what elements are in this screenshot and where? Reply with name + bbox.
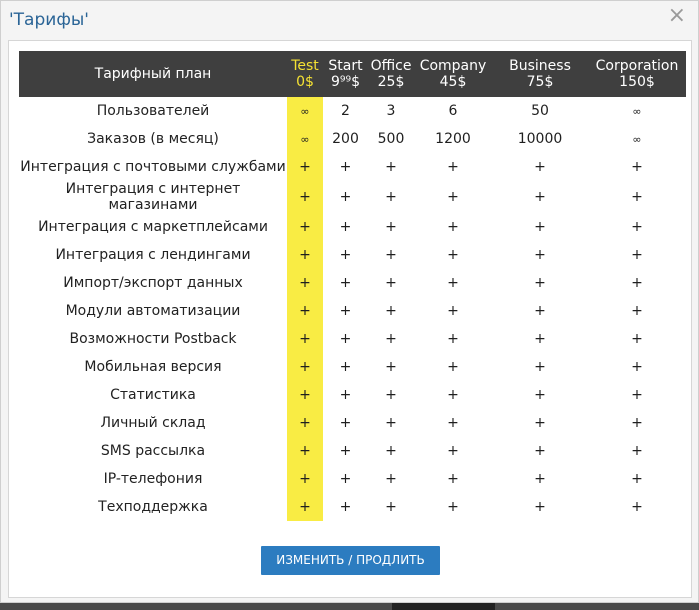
plan-value-cell: 500 (377, 131, 405, 147)
plan-value-cell: + (631, 415, 643, 431)
plan-value-cell: + (339, 387, 352, 403)
plan-value-cell: ∞ (632, 132, 642, 146)
feature-label: Импорт/экспорт данных (63, 275, 243, 291)
plan-value-cell: + (287, 325, 323, 353)
table-body (19, 97, 686, 521)
plan-value-cell: ∞ (632, 104, 642, 118)
plan-value-cell: + (385, 303, 397, 319)
plan-value-cell: + (339, 303, 352, 319)
plan-value-cell: + (534, 415, 546, 431)
feature-label: Интеграция с почтовыми службами (20, 159, 286, 175)
plan-value-cell: + (339, 443, 352, 459)
feature-label: Интеграция с интернет магазинами (65, 181, 241, 213)
plan-column-header: Тарифный план (19, 51, 287, 97)
table-row (19, 125, 686, 153)
plan-value-cell: + (287, 153, 323, 181)
plan-value-cell: + (287, 465, 323, 493)
plan-name: Business (509, 58, 571, 74)
feature-label: IP-телефония (103, 471, 203, 487)
plan-value-cell: + (385, 219, 397, 235)
plan-header-4 (492, 51, 588, 97)
plan-value-cell: + (385, 471, 397, 487)
plan-price: 150$ (619, 74, 655, 90)
plan-value-cell: + (447, 159, 459, 175)
renew-button[interactable]: ИЗМЕНИТЬ / ПРОДЛИТЬ (261, 546, 440, 575)
plan-value-cell: + (631, 189, 643, 205)
feature-label: Мобильная версия (84, 359, 222, 375)
feature-label: Пользователей (96, 103, 210, 119)
plan-value-cell: + (385, 359, 397, 375)
table-row (19, 437, 686, 465)
plan-value-cell: + (287, 269, 323, 297)
plan-value-cell: 2 (341, 103, 350, 119)
plan-value-cell: + (631, 359, 643, 375)
plan-value-cell: + (339, 219, 352, 235)
plan-value-cell: + (385, 331, 397, 347)
plan-value-cell: + (447, 189, 459, 205)
table-row (19, 213, 686, 241)
plan-price: 75$ (526, 74, 554, 90)
plan-value-cell: + (447, 275, 459, 291)
feature-label: Возможности Postback (69, 331, 237, 347)
table-row (19, 493, 686, 521)
plan-value-cell: ∞ (287, 97, 323, 125)
plan-value-cell: + (631, 159, 643, 175)
plan-value-cell: 10000 (517, 131, 563, 147)
plan-name: Office (370, 58, 412, 74)
table-row (19, 269, 686, 297)
plan-value-cell: + (287, 181, 323, 213)
plan-value-cell: + (287, 353, 323, 381)
table-row (19, 353, 686, 381)
plan-value-cell: + (385, 275, 397, 291)
table-row (19, 409, 686, 437)
plan-value-cell: + (447, 415, 459, 431)
plan-value-cell: + (631, 275, 643, 291)
plan-value-cell: + (447, 387, 459, 403)
table-row (19, 325, 686, 353)
plan-name: Corporation (595, 58, 679, 74)
table-row (19, 465, 686, 493)
plan-value-cell: + (631, 219, 643, 235)
plan-value-cell: + (339, 159, 352, 175)
plan-value-cell: + (287, 241, 323, 269)
tariffs-table (19, 51, 686, 521)
plan-value-cell: + (339, 471, 352, 487)
plan-value-cell: + (447, 247, 459, 263)
plan-value-cell: + (385, 189, 397, 205)
close-icon[interactable]: × (667, 3, 686, 28)
feature-label: Интеграция с маркетплейсами (38, 219, 268, 235)
plan-value-cell: + (534, 499, 546, 515)
feature-label: SMS рассылка (100, 443, 206, 459)
plan-value-cell: + (339, 499, 352, 515)
plan-value-cell: 200 (332, 131, 359, 147)
plan-value-cell: + (534, 359, 546, 375)
plan-value-cell: + (631, 387, 643, 403)
plan-value-cell: 1200 (435, 131, 471, 147)
plan-value-cell: + (385, 415, 397, 431)
plan-value-cell: 6 (448, 103, 458, 119)
dialog-title: 'Тарифы' (9, 10, 89, 30)
feature-label: Заказов (в месяц) (87, 131, 219, 147)
plan-value-cell: + (287, 493, 323, 521)
plan-value-cell: + (534, 471, 546, 487)
plan-value-cell: + (447, 443, 459, 459)
table-row (19, 297, 686, 325)
plan-value-cell: + (631, 471, 643, 487)
plan-value-cell: + (287, 437, 323, 465)
plan-name: Test (291, 58, 319, 74)
feature-label: Статистика (110, 387, 196, 403)
plan-value-cell: + (534, 275, 546, 291)
plan-value-cell: + (534, 159, 546, 175)
plan-value-cell: + (534, 303, 546, 319)
plan-value-cell: + (339, 189, 352, 205)
plan-value-cell: + (339, 275, 352, 291)
plan-price: 0$ (296, 74, 314, 90)
plan-value-cell: + (385, 387, 397, 403)
plan-value-cell: + (287, 381, 323, 409)
plan-value-cell: + (534, 443, 546, 459)
table-header-row (19, 51, 686, 97)
plan-value-cell: + (631, 303, 643, 319)
plan-name: Company (419, 58, 487, 74)
plan-value-cell: + (534, 387, 546, 403)
plan-header-0 (287, 51, 323, 97)
plan-value-cell: 3 (386, 103, 396, 119)
plan-value-cell: + (385, 443, 397, 459)
table-row (19, 241, 686, 269)
bottom-strip-segment (392, 603, 495, 610)
plan-value-cell: + (447, 303, 459, 319)
plan-value-cell: + (534, 331, 546, 347)
plan-value-cell: + (534, 219, 546, 235)
plan-value-cell: + (534, 247, 546, 263)
feature-label: Модули автоматизации (65, 303, 241, 319)
plan-value-cell: + (447, 219, 459, 235)
plan-value-cell: + (339, 331, 352, 347)
plan-value-cell: 50 (531, 103, 549, 119)
plan-header-5 (588, 51, 686, 97)
plan-value-cell: + (339, 415, 352, 431)
plan-name: Start (328, 58, 363, 74)
plan-value-cell: + (339, 247, 352, 263)
plan-header-2 (368, 51, 414, 97)
plan-price: 45$ (439, 74, 467, 90)
plan-value-cell: + (447, 331, 459, 347)
plan-value-cell: + (287, 213, 323, 241)
table-row (19, 181, 686, 213)
tariffs-panel (8, 40, 692, 598)
plan-value-cell: + (385, 247, 397, 263)
plan-value-cell: + (385, 159, 397, 175)
plan-value-cell: + (631, 499, 643, 515)
plan-value-cell: + (385, 499, 397, 515)
plan-value-cell: + (287, 409, 323, 437)
plan-value-cell: + (534, 189, 546, 205)
plan-header-1 (323, 51, 368, 97)
plan-value-cell: + (287, 297, 323, 325)
feature-label: Техподдержка (98, 499, 208, 515)
table-row (19, 381, 686, 409)
table-row (19, 97, 686, 125)
plan-value-cell: + (631, 443, 643, 459)
table-row (19, 153, 686, 181)
plan-value-cell: + (631, 247, 643, 263)
plan-value-cell: + (447, 499, 459, 515)
plan-price: 25$ (377, 74, 405, 90)
plan-value-cell: + (447, 359, 459, 375)
feature-label: Личный склад (100, 415, 206, 431)
plan-value-cell: ∞ (287, 125, 323, 153)
plan-value-cell: + (447, 471, 459, 487)
plan-header-3 (414, 51, 492, 97)
plan-price: 9⁹⁹$ (330, 74, 361, 90)
feature-label: Интеграция с лендингами (55, 247, 251, 263)
plan-value-cell: + (631, 331, 643, 347)
plan-value-cell: + (339, 359, 352, 375)
bottom-strip (0, 603, 699, 610)
